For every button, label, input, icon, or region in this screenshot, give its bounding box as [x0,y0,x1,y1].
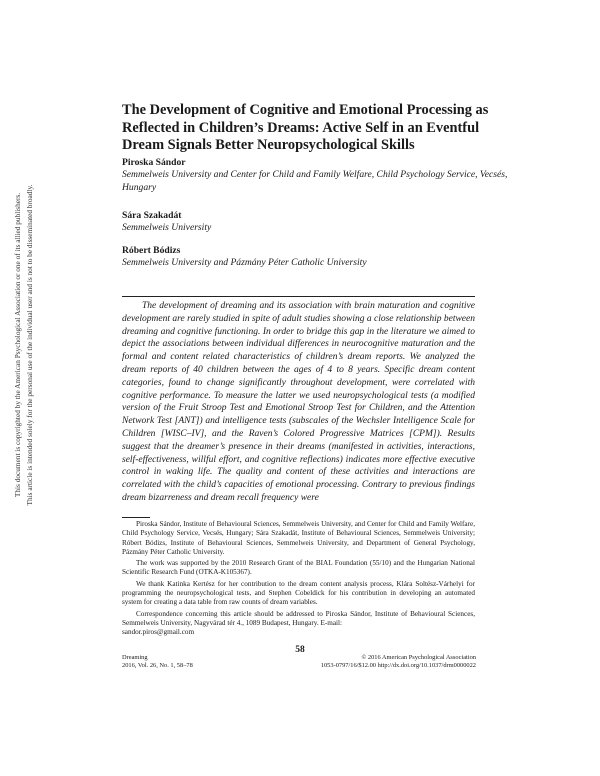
copyright-side-notice [12,130,36,560]
author-affiliation: Semmelweis University and Pázmány Péter Catholic University [122,257,367,268]
author-affiliation: Semmelweis University and Center for Child and Family Welfare, Child Psychology Service, Vecsés, Hungary [122,169,508,193]
footnote-correspondence: Correspondence concerning this article should be addressed to Piroska Sándor, Institute of Behavioural Sciences, Semmelweis University, Nagyvárad tér 4., 1089 Budapest, Hungary. E-mail: [122,609,475,627]
journal-citation: 2016, Vol. 26, No. 1, 58–78 [122,662,193,669]
author-block-1 [122,157,522,194]
footnote-rule [122,517,150,518]
publisher-info [300,654,476,670]
abstract-top-rule [122,296,475,297]
footnote-affiliations: Piroska Sándor, Institute of Behavioural Sciences, Semmelweis University, and Center for Child and Family Welfare, Child Psychology Service, Vecsés, Hungary; Sára Szakadát, Institute of Behavioural Sciences, Semmelweis University; Róbert Bódizs, Institute of Behavioural Sciences, Semmelweis University, and Department of General Psychology, Pázmány Péter Catholic University. [122,520,475,556]
copyright-line: © 2016 American Psychological Association [361,654,476,661]
author-name: Sára Szakadát [122,210,182,221]
journal-name: Dreaming [122,654,148,661]
page-number: 58 [295,645,305,655]
author-name: Piroska Sándor [122,157,186,168]
side-notice-line-2: This article is intended solely for the personal use of the individual user and is not to be disseminated broadly. [25,184,34,506]
author-block-2 [122,210,522,235]
doi-line[interactable]: 1053-0797/16/$12.00 http://dx.doi.org/10.1037/drm0000022 [320,662,476,669]
abstract-text: The development of dreaming and its association with brain maturation and cognitive development are rarely studied in spite of adult studies showing a close relationship between dreaming and cognitive functioning. In order to bridge this gap in the literature we aimed to depict the associations between individual differences in neurocognitive maturation and the formal and content related characteristics of children’s dream reports. We analyzed the dream reports of 40 children between the ages of 4 to 8 years. Specific dream content categories, found to change significantly throughout development, were correlated with cognitive performance. To measure the latter we used neuropsychological tests (a modified version of the Fruit Stroop Test and Emotional Stroop Test for Children, and the Attention Network Test [ANT]) and intelligence tests (subscales of the Wechsler Intelligence Scale for Children [WISC–IV], and the Raven’s Colored Progressive Matrices [CPM]). Results suggest that the dreamer’s presence in their dreams (manifested in activities, interactions, self-effectiveness, willful effort, and cognitive reflections) indicates more effective executive control in waking life. The quality and content of these activities and interactions are correlated with the child’s capacities of emotional processing. Contrary to previous findings dream bizarreness and dream recall frequency were [122,301,475,503]
article-title: The Development of Cognitive and Emotional Processing as Reflected in Children’s Dreams: Active Self in an Eventful Dream Signals Better Neuropsychological Skills [122,102,489,153]
author-affiliation: Semmelweis University [122,222,212,233]
side-notice-line-1: This document is copyrighted by the American Psychological Association or one of its allied publishers. [13,192,22,498]
journal-info [122,654,193,670]
footnote-acknowledgments: We thank Katinka Kertész for her contribution to the dream content analysis process, Klára Soltész-Várhelyi for programming the neuropsychological tests, and Stephen Cobeldick for his contribution in developing an automated system for creating a data table from raw counts of dream variables. [122,579,475,607]
footnote-funding: The work was supported by the 2010 Research Grant of the BIAL Foundation (55/10) and the Hungarian National Scientific Research Fund (OTKA-K105367). [122,559,475,577]
email-link[interactable]: sandor.piros@gmail.com [122,628,195,637]
author-footnotes [122,520,475,640]
author-name: Róbert Bódizs [122,245,181,256]
author-block-3 [122,245,522,270]
